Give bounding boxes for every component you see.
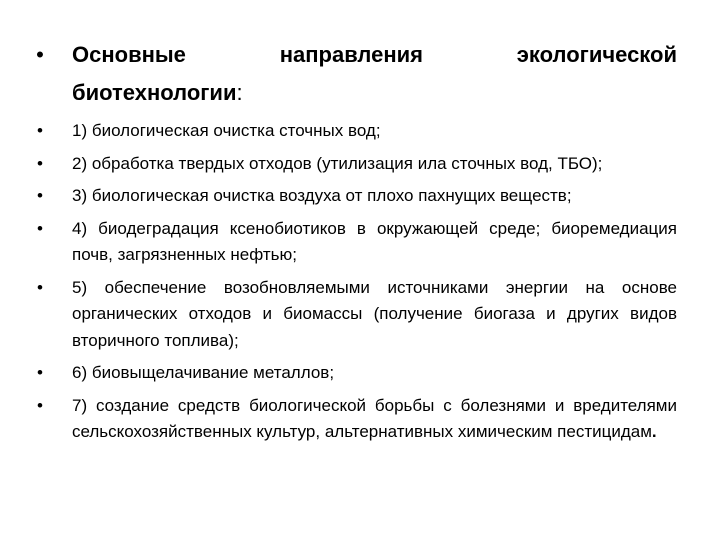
- list-item-4: [30, 216, 677, 269]
- list-item-text: 3) биологическая очистка воздуха от плохо пахнущих веществ;: [72, 186, 572, 205]
- list-item-3: [30, 183, 677, 210]
- list-item-text: 6) биовыщелачивание металлов;: [72, 363, 335, 382]
- bullet-icon: •: [37, 121, 43, 140]
- list-item-end-mark: .: [651, 422, 657, 441]
- heading-suffix: :: [236, 80, 243, 105]
- bullet-icon: •: [37, 153, 43, 173]
- list-item-5: [30, 275, 677, 355]
- bullet-icon: •: [37, 218, 43, 238]
- bullet-list: [30, 36, 677, 446]
- heading-text: Основные направления экологической биотехнологии: [72, 42, 677, 105]
- heading-item: [30, 36, 677, 112]
- bullet-icon: •: [37, 395, 43, 415]
- list-item-1: [30, 118, 677, 145]
- bullet-icon: •: [37, 186, 43, 205]
- list-item-6: [30, 360, 677, 387]
- list-item-2: [30, 151, 677, 178]
- bullet-icon: •: [36, 42, 44, 67]
- list-item-text: 5) обеспечение возобновляемыми источниками энергии на основе органических отходов и биомассы (получение биогаза и других видов вторичного топлива);: [72, 277, 677, 350]
- list-item-text: 1) биологическая очистка сточных вод;: [72, 121, 381, 140]
- list-item-text: 2) обработка твердых отходов (утилизация ила сточных вод, ТБО);: [72, 153, 603, 173]
- list-item-text: 4) биодеградация ксенобиотиков в окружающей среде; биоремедиация почв, загрязненных нефтью;: [72, 218, 677, 264]
- bullet-icon: •: [37, 277, 43, 297]
- list-item-7: [30, 393, 677, 446]
- list-item-text: 7) создание средств биологической борьбы с болезнями и вредителями сельскохозяйственных культур, альтернативных химическим пестицидам: [72, 395, 677, 441]
- bullet-icon: •: [37, 363, 43, 382]
